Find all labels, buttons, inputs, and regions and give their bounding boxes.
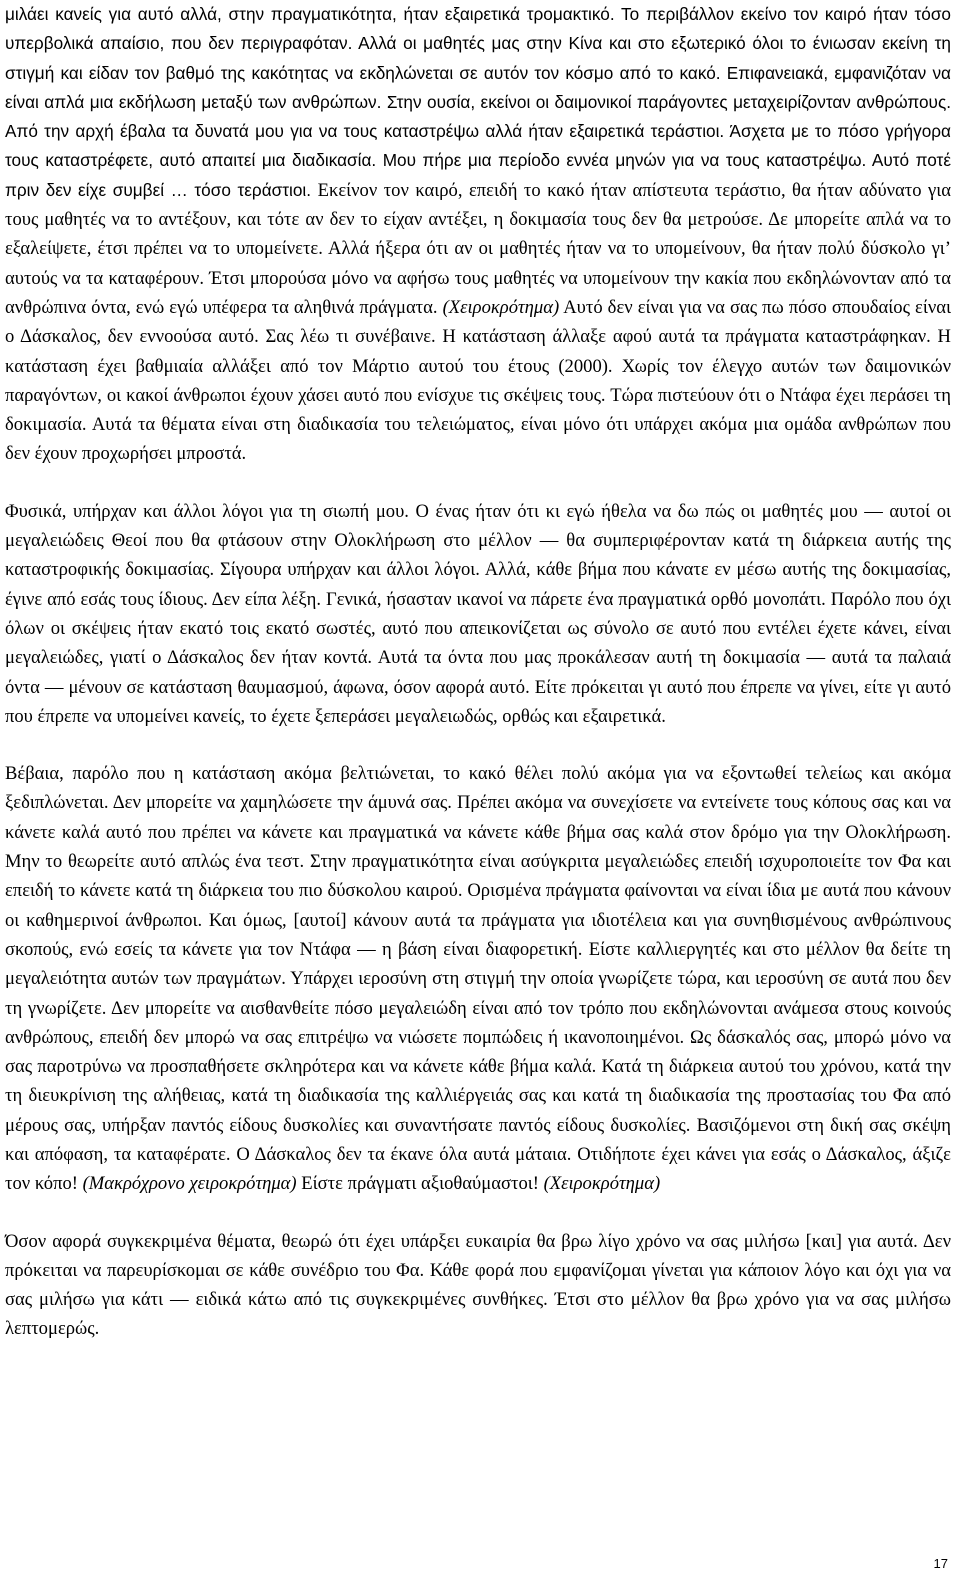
text-segment: (Μακρόχρονο χειροκρότημα) xyxy=(82,1173,297,1195)
text-segment: Είστε πράγματι αξιοθαύμαστοι! xyxy=(296,1173,544,1195)
text-segment: (Χειροκρότημα) xyxy=(543,1173,661,1195)
text-segment: Βέβαια, παρόλο που η κατάσταση ακόμα βελτιώνεται, το κακό θέλει πολύ ακόμα για να εξοντωθεί τελείως και ακόμα ξεδιπλώνεται. Δεν μπορείτε να χαμηλώσετε την άμυνά σας. Πρέπει ακόμα να συνεχίσετε να εντείνετε τους κόπους σας και να κάνετε καλά αυτό που πρέπει να κάνετε και πραγματικά να κάνετε κάθε βήμα σας καλά στον δρόμο για την Ολοκλήρωση. Μην το θεωρείτε αυτό απλώς ένα τεστ. Στην πραγματικότητα είναι ασύγκριτα μεγαλειώδες επειδή ισχυροποιείτε τον Φα και επειδή το κάνετε κατά τη διάρκεια του πιο δύσκολου καιρού. Ορισμένα πράγματα φαίνονται να είναι ίδια με αυτά που κάνουν οι καθημερινοί άνθρωποι. Και όμως, [αυτοί] κάνουν αυτά τα πράγματα για ιδιοτέλεια και για συνηθισμένους ανθρώπινους σκοπούς, ενώ εσείς τα κάνετε για τον Ντάφα — η βάση είναι διαφορετική. Είστε καλλιεργητές και στο μέλλον θα δείτε τη μεγαλειότητα αυτών των πραγμάτων. Υπάρχει ιεροσύνη στη στιγμή την οποία γνωρίζετε τώρα, και ιεροσύνη σε αυτά που δεν τη γνωρίζετε. Δεν μπορείτε να αισθανθείτε πόσο μεγαλειώδη είναι από τον τρόπο που εκδηλώνονται ανάμεσα στους κοινούς ανθρώπους, επειδή δεν μπορώ να σας επιτρέψω να νιώσετε πομπώδεις ή ικανοποιημένοι. Ως δάσκαλός σας, μπορώ μόνο να σας παροτρύνω να προσπαθήσετε σκληρότερα και να κάνετε κάθε βήμα καλά. Κατά τη διάρκεια αυτού του χρόνου, κατά την τη διευκρίνιση της αλήθειας, κατά τη διαδικασία της καλλιέργειάς σας και κατά τη διαδικασία της προστασίας του Φα από μέρους σας, υπήρξαν παντός είδους δυσκολίες και συναντήσατε παντός είδους δυσκολίες. Βασιζόμενοι στη δική σας σκέψη και απόφαση, τα καταφέρατε. Ο Δάσκαλος δεν τα έκανε όλα αυτά μάταια. Οτιδήποτε έχει κάνει για εσάς ο Δάσκαλος, άξιζε τον κόπο! xyxy=(5,763,951,1195)
text-segment: Αυτό δεν είναι για να σας πω πόσο σπουδαίος είναι ο Δάσκαλος, δεν εννοούσα αυτό. Σας λέω τι συνέβαινε. Η κατάσταση άλλαξε αφού αυτά τα πράγματα καταστράφηκαν. Η κατάσταση έχει βαθμιαία αλλάξει από τον Μάρτιο αυτού του έτους (2000). Χωρίς τον έλεγχο αυτών των δαιμονικών παραγόντων, οι κακοί άνθρωποι έχουν χάσει αυτό που ενίσχυε τις σκέψεις τους. Τώρα πιστεύουν ότι ο Ντάφα έχει περάσει τη δοκιμασία. Αυτά τα θέματα είναι στη διαδικασία του τελειώματος, είναι μόνο ότι υπάρχει ακόμα μια ομάδα ανθρώπων που δεν έχουν προχωρήσει μπροστά. xyxy=(5,296,951,465)
paragraph-1 xyxy=(5,0,951,469)
paragraph-4 xyxy=(5,1227,951,1344)
text-segment: (Χειροκρότημα) xyxy=(442,296,560,318)
text-segment: μιλάει κανείς για αυτό αλλά, στην πραγματικότητα, ήταν εξαιρετικά τρομακτικό. Το περιβάλλον εκείνο τον καιρό ήταν τόσο υπερβολικά απαίσιο, που δεν περιγραφόταν. Αλλά οι μαθητές μας στην Κίνα και στο εξωτερικό όλοι το ένιωσαν εκείνη τη στιγμή και είδαν τον βαθμό της κακότητας να εκδηλώνεται σε αυτόν τον κόσμο από το κακό. Επιφανειακά, εμφανιζόταν να είναι απλά μια εκδήλωση μεταξύ των ανθρώπων. Στην ουσία, εκείνοι οι δαιμονικοί παράγοντες μεταχειρίζονταν ανθρώπους. Από την αρχή έβαλα τα δυνατά μου για να τους καταστρέψω αλλά ήταν εξαιρετικά τεράστιοι. Άσχετα με το πόσο γρήγορα τους καταστρέφετε, αυτό απαιτεί μια διαδικασία. Μου πήρε μια περίοδο εννέα μηνών για να τους καταστρέψω. Αυτό ποτέ πριν δεν είχε συμβεί … τόσο τεράστιοι. xyxy=(5,4,951,200)
page-number: 17 xyxy=(933,1556,948,1571)
paragraph-2 xyxy=(5,497,951,731)
paragraph-3 xyxy=(5,759,951,1198)
text-segment: Όσον αφορά συγκεκριμένα θέματα, θεωρώ ότι έχει υπάρξει ευκαιρία θα βρω λίγο χρόνο να σας μιλήσω [και] για αυτά. Δεν πρόκειται να παρευρίσκομαι σε κάθε συνέδριο του Φα. Κάθε φορά που εμφανίζομαι γίνεται για κάποιον λόγο και όχι για να σας μιλήσω για κάτι — ειδικά κάτω από τις συγκεκριμένες συνθήκες. Έτσι στο μέλλον θα βρω χρόνο για να σας μιλήσω λεπτομερώς. xyxy=(5,1230,951,1340)
text-segment: Φυσικά, υπήρχαν και άλλοι λόγοι για τη σιωπή μου. Ο ένας ήταν ότι κι εγώ ήθελα να δω πώς οι μαθητές μου — αυτοί οι μεγαλειώδεις Θεοί που θα φτάσουν στην Ολοκλήρωση στο μέλλον — θα συμπεριφέρονταν κατά τη διάρκεια αυτής της καταστροφικής δοκιμασίας. Σίγουρα υπήρχαν και άλλοι λόγοι. Αλλά, κάθε βήμα που κάνατε εν μέσω αυτής της δοκιμασίας, έγινε από εσάς τους ίδιους. Δεν είπα λέξη. Γενικά, ήσασταν ικανοί να πάρετε ένα πραγματικά ορθό μονοπάτι. Παρόλο που όχι όλων οι σκέψεις ήταν εκατό τοις εκατό σωστές, αυτό που απεικονίζεται ως σύνολο σε αυτό που εντέλει έχετε κάνει, είναι μεγαλειώδες, γιατί ο Δάσκαλος δεν ήταν κοντά. Αυτά τα όντα που μας προκάλεσαν αυτή τη δοκιμασία — αυτά τα παλαιά όντα — μένουν σε κατάσταση θαυμασμού, άφωνα, όσον αφορά αυτό. Είτε πρόκειται γι αυτό που έπρεπε να γίνει, είτε γι αυτό που έπρεπε να υπομείνει κανείς, το έχετε ξεπεράσει μεγαλειωδώς, ορθώς και εξαιρετικά. xyxy=(5,500,951,727)
text-segment: Εκείνον τον καιρό, επειδή το κακό ήταν απίστευτα τεράστιο, θα ήταν αδύνατο για τους μαθητές να το αντέξουν, και τότε αν δεν το είχαν αντέξει, η δοκιμασία τους δεν θα μετρούσε. Δε μπορείτε απλά να το εξαλείψετε, έτσι πρέπει να το υπομείνετε. Αλλά ήξερα ότι αν οι μαθητές ήταν να το υπομείνουν, θα ήταν πολύ δύσκολο γι’ αυτούς να τα καταφέρουν. Έτσι μπορούσα μόνο να αφήσω τους μαθητές να υπομείνουν την κακία που εκδηλώνονταν από τα ανθρώπινα όντα, ενώ εγώ υπέφερα τα αληθινά πράγματα. xyxy=(5,179,951,318)
